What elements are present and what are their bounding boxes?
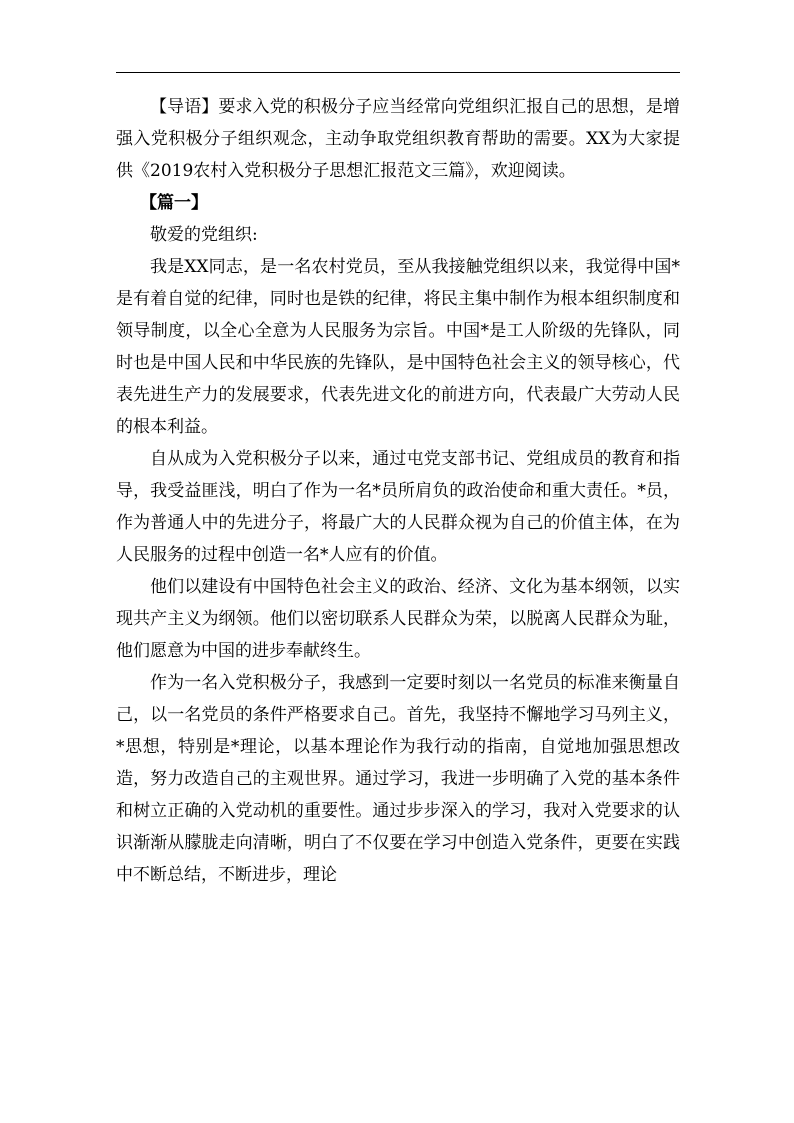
intro-paragraph: 【导语】要求入党的积极分子应当经常向党组织汇报自己的思想，是增强入党积极分子组织观念，主动争取党组织教育帮助的需要。XX为大家提供《2019农村入党积极分子思想汇报范文三篇》，欢迎阅读。 (116, 97, 680, 181)
salutation: 敬爱的党组织: (150, 225, 258, 245)
body-paragraph-2: 自从成为入党积极分子以来，通过屯党支部书记、党组成员的教育和指导，我受益匪浅，明白了作为一名*员所肩负的政治使命和重大责任。*员，作为普通人中的先进分子，将最广大的人民群众视为自己的价值主体，在为人民服务的过程中创造一名*人应有的价值。 (116, 449, 680, 565)
section-heading: 【篇一】 (140, 193, 208, 213)
body-paragraph-3: 他们以建设有中国特色社会主义的政治、经济、文化为基本纲领，以实现共产主义为纲领。他们以密切联系人民群众为荣，以脱离人民群众为耻，他们愿意为中国的进步奉献终生。 (116, 577, 680, 661)
header-rule (116, 72, 680, 73)
body-paragraph-4: 作为一名入党积极分子，我感到一定要时刻以一名党员的标准来衡量自己，以一名党员的条件严格要求自己。首先，我坚持不懈地学习马列主义，*思想，特别是*理论，以基本理论作为我行动的指南，自觉地加强思想改造，努力改造自己的主观世界。通过学习，我进一步明确了入党的基本条件和树立正确的入党动机的重要性。通过步步深入的学习，我对入党要求的认识渐渐从朦胧走向清晰，明白了不仅要在学习中创造入党条件，更要在实践中不断总结，不断进步，理论 (116, 673, 680, 885)
body-paragraph-1: 我是XX同志，是一名农村党员，至从我接触党组织以来，我觉得中国*是有着自觉的纪律，同时也是铁的纪律，将民主集中制作为根本组织制度和领导制度，以全心全意为人民服务为宗旨。中国*是工人阶级的先锋队，同时也是中国人民和中华民族的先锋队，是中国特色社会主义的领导核心，代表先进生产力的发展要求，代表先进文化的前进方向，代表最广大劳动人民的根本利益。 (116, 257, 680, 437)
document-body (116, 91, 680, 891)
